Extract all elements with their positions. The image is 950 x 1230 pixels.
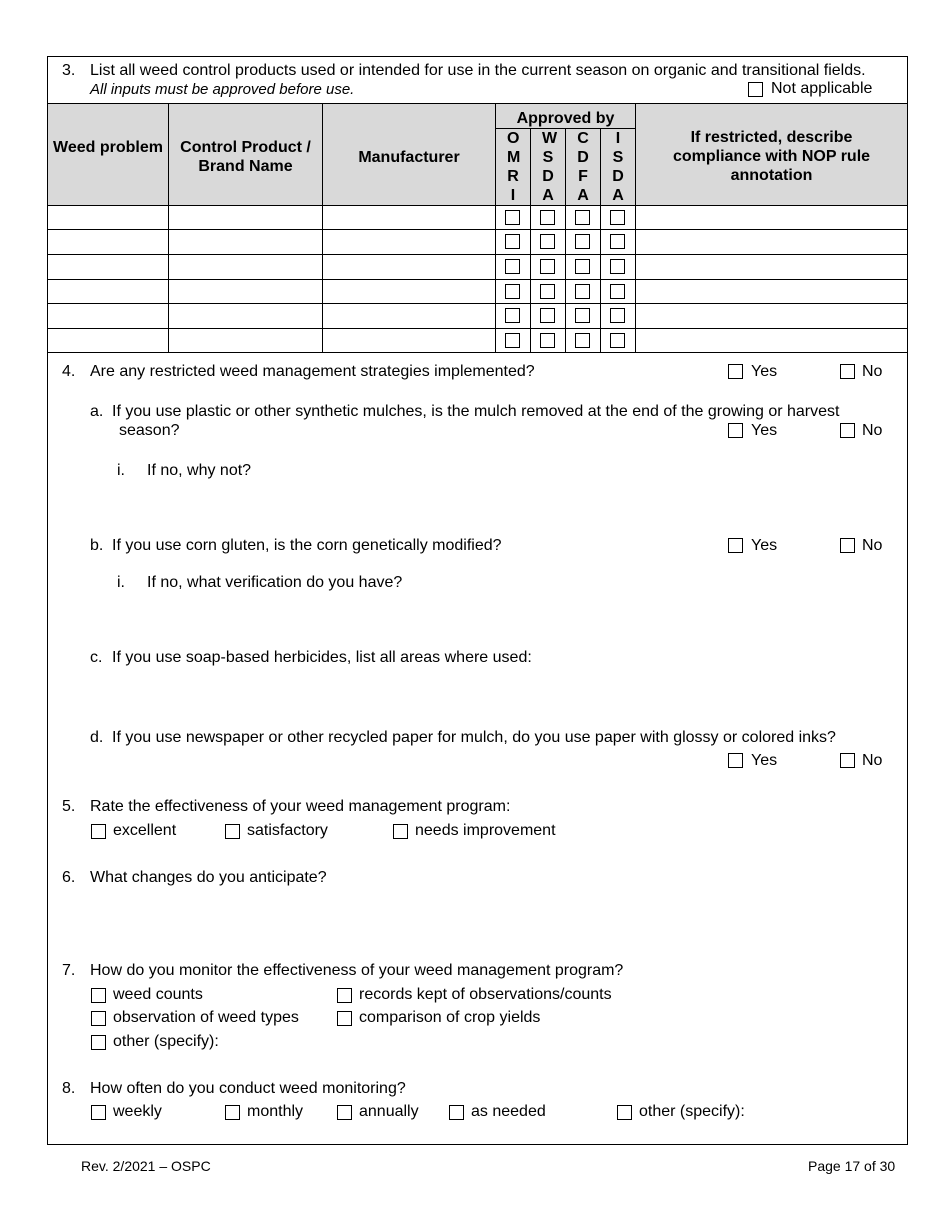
restricted-compliance-cell[interactable] [636, 255, 907, 279]
q4c-text: If you use soap-based herbicides, list all areas where used: [112, 649, 532, 666]
q4c-letter: c. [90, 649, 103, 666]
approved-cdfa-checkbox[interactable] [575, 259, 590, 274]
approved-wsda-checkbox[interactable] [540, 234, 555, 249]
q4d-letter: d. [90, 729, 104, 746]
approved-cdfa-checkbox[interactable] [575, 333, 590, 348]
q8-weekly-checkbox[interactable] [91, 1105, 106, 1120]
restricted-compliance-cell[interactable] [636, 230, 907, 254]
approved-wsda-checkbox[interactable] [540, 333, 555, 348]
q4-yes-label: Yes [751, 363, 778, 380]
weed-problem-cell[interactable] [49, 304, 168, 328]
approved-isda-checkbox[interactable] [610, 308, 625, 323]
control-product-cell[interactable] [169, 255, 322, 279]
control-product-cell[interactable] [169, 304, 322, 328]
approved-cdfa-checkbox[interactable] [575, 234, 590, 249]
q8-annually-label: annually [359, 1103, 419, 1120]
q7-other-checkbox[interactable] [91, 1035, 106, 1050]
q4d-no-checkbox[interactable] [840, 753, 855, 768]
q7-records-label: records kept of observations/counts [359, 986, 612, 1003]
col-approved-by: Approved by [516, 110, 615, 127]
approved-cdfa-checkbox[interactable] [575, 284, 590, 299]
q5-satisfactory-label: satisfactory [247, 822, 328, 839]
manufacturer-cell[interactable] [323, 329, 495, 352]
q8-text: How often do you conduct weed monitoring? [90, 1080, 406, 1097]
q4b-yes-label: Yes [751, 537, 778, 554]
q8-other-label: other (specify): [639, 1103, 745, 1120]
col-restricted-compliance: If restricted, describe compliance with NOP rule annotation [672, 129, 871, 184]
q4-number: 4. [62, 363, 76, 380]
q4a-yes-checkbox[interactable] [728, 423, 743, 438]
q8-annually-checkbox[interactable] [337, 1105, 352, 1120]
q7-text: How do you monitor the effectiveness of your weed management program? [90, 962, 624, 979]
restricted-compliance-cell[interactable] [636, 329, 907, 352]
q4d-no-label: No [862, 752, 883, 769]
approved-wsda-checkbox[interactable] [540, 259, 555, 274]
q5-needs-improvement-checkbox[interactable] [393, 824, 408, 839]
q8-monthly-label: monthly [247, 1103, 304, 1120]
q4-no-checkbox[interactable] [840, 364, 855, 379]
q4d-text: If you use newspaper or other recycled paper for mulch, do you use paper with glossy or colored inks? [112, 729, 836, 746]
q4a-i-number: i. [117, 462, 125, 479]
q4a-yes-label: Yes [751, 422, 778, 439]
col-weed-problem: Weed problem [53, 139, 163, 156]
q4b-text: If you use corn gluten, is the corn genetically modified? [112, 537, 502, 554]
q4-text: Are any restricted weed management strategies implemented? [90, 363, 535, 380]
q4b-yes-checkbox[interactable] [728, 538, 743, 553]
q4-no-label: No [862, 363, 883, 380]
manufacturer-cell[interactable] [323, 280, 495, 303]
control-product-cell[interactable] [169, 206, 322, 229]
approved-omri-checkbox[interactable] [505, 308, 520, 323]
q5-satisfactory-checkbox[interactable] [225, 824, 240, 839]
q8-as-needed-label: as needed [471, 1103, 546, 1120]
q7-observation-label: observation of weed types [113, 1009, 299, 1026]
control-product-cell[interactable] [169, 329, 322, 352]
restricted-compliance-cell[interactable] [636, 206, 907, 229]
q3-note: All inputs must be approved before use. [90, 81, 355, 98]
q6-number: 6. [62, 869, 76, 886]
manufacturer-cell[interactable] [323, 230, 495, 254]
q7-records-checkbox[interactable] [337, 988, 352, 1003]
q6-text: What changes do you anticipate? [90, 869, 327, 886]
q7-weed-counts-checkbox[interactable] [91, 988, 106, 1003]
col-control-product: Control Product / Brand Name [180, 139, 311, 175]
col-isda: ISDA [612, 130, 624, 204]
manufacturer-cell[interactable] [323, 206, 495, 229]
approved-cdfa-checkbox[interactable] [575, 308, 590, 323]
weed-problem-cell[interactable] [49, 206, 168, 229]
q4d-yes-label: Yes [751, 752, 778, 769]
q4b-no-checkbox[interactable] [840, 538, 855, 553]
weed-problem-cell[interactable] [49, 329, 168, 352]
control-product-cell[interactable] [169, 230, 322, 254]
q3-text: List all weed control products used or intended for use in the current season on organic and transitional fields. [90, 62, 866, 79]
footer-revision: Rev. 2/2021 – OSPC [81, 1158, 211, 1174]
approved-isda-checkbox[interactable] [610, 234, 625, 249]
approved-isda-checkbox[interactable] [610, 333, 625, 348]
approved-wsda-checkbox[interactable] [540, 284, 555, 299]
q7-observation-checkbox[interactable] [91, 1011, 106, 1026]
approved-omri-checkbox[interactable] [505, 333, 520, 348]
q7-comparison-label: comparison of crop yields [359, 1009, 541, 1026]
q8-other-checkbox[interactable] [617, 1105, 632, 1120]
q7-weed-counts-label: weed counts [113, 986, 203, 1003]
q4b-i-text: If no, what verification do you have? [147, 574, 403, 591]
col-manufacturer: Manufacturer [358, 149, 460, 166]
approved-isda-checkbox[interactable] [610, 284, 625, 299]
weed-problem-cell[interactable] [49, 280, 168, 303]
q7-comparison-checkbox[interactable] [337, 1011, 352, 1026]
approved-wsda-checkbox[interactable] [540, 210, 555, 225]
q5-excellent-checkbox[interactable] [91, 824, 106, 839]
q4b-i-number: i. [117, 574, 125, 591]
manufacturer-cell[interactable] [323, 304, 495, 328]
manufacturer-cell[interactable] [323, 255, 495, 279]
approved-omri-checkbox[interactable] [505, 259, 520, 274]
footer-page-number: Page 17 of 30 [808, 1158, 896, 1174]
q8-as-needed-checkbox[interactable] [449, 1105, 464, 1120]
weed-problem-cell[interactable] [49, 230, 168, 254]
q4d-yes-checkbox[interactable] [728, 753, 743, 768]
q7-number: 7. [62, 962, 76, 979]
control-product-cell[interactable] [169, 280, 322, 303]
restricted-compliance-cell[interactable] [636, 280, 907, 303]
q7-other-label: other (specify): [113, 1033, 219, 1050]
q4a-no-checkbox[interactable] [840, 423, 855, 438]
q3-number: 3. [62, 62, 76, 79]
approved-omri-checkbox[interactable] [505, 234, 520, 249]
q4a-i-text: If no, why not? [147, 462, 252, 479]
q5-text: Rate the effectiveness of your weed management program: [90, 798, 511, 815]
q8-monthly-checkbox[interactable] [225, 1105, 240, 1120]
approved-wsda-checkbox[interactable] [540, 308, 555, 323]
q4b-letter: b. [90, 537, 104, 554]
q5-needs-improvement-label: needs improvement [415, 822, 556, 839]
restricted-compliance-cell[interactable] [636, 304, 907, 328]
approved-omri-checkbox[interactable] [505, 210, 520, 225]
q4a-text-cont: season? [119, 422, 180, 439]
approved-cdfa-checkbox[interactable] [575, 210, 590, 225]
q8-weekly-label: weekly [113, 1103, 162, 1120]
weed-problem-cell[interactable] [49, 255, 168, 279]
not-applicable-label: Not applicable [771, 80, 873, 97]
approved-isda-checkbox[interactable] [610, 259, 625, 274]
q4a-letter: a. [90, 403, 104, 420]
q4-yes-checkbox[interactable] [728, 364, 743, 379]
approved-isda-checkbox[interactable] [610, 210, 625, 225]
approved-omri-checkbox[interactable] [505, 284, 520, 299]
q4b-no-label: No [862, 537, 883, 554]
col-wsda: WSDA [542, 130, 558, 204]
q5-number: 5. [62, 798, 76, 815]
q4a-text: If you use plastic or other synthetic mulches, is the mulch removed at the end of the growing or harvest [112, 403, 840, 420]
q4a-no-label: No [862, 422, 883, 439]
q5-excellent-label: excellent [113, 822, 177, 839]
col-cdfa: CDFA [577, 130, 589, 204]
not-applicable-checkbox[interactable] [748, 82, 763, 97]
col-omri: OMRI [507, 130, 521, 204]
q8-number: 8. [62, 1080, 76, 1097]
